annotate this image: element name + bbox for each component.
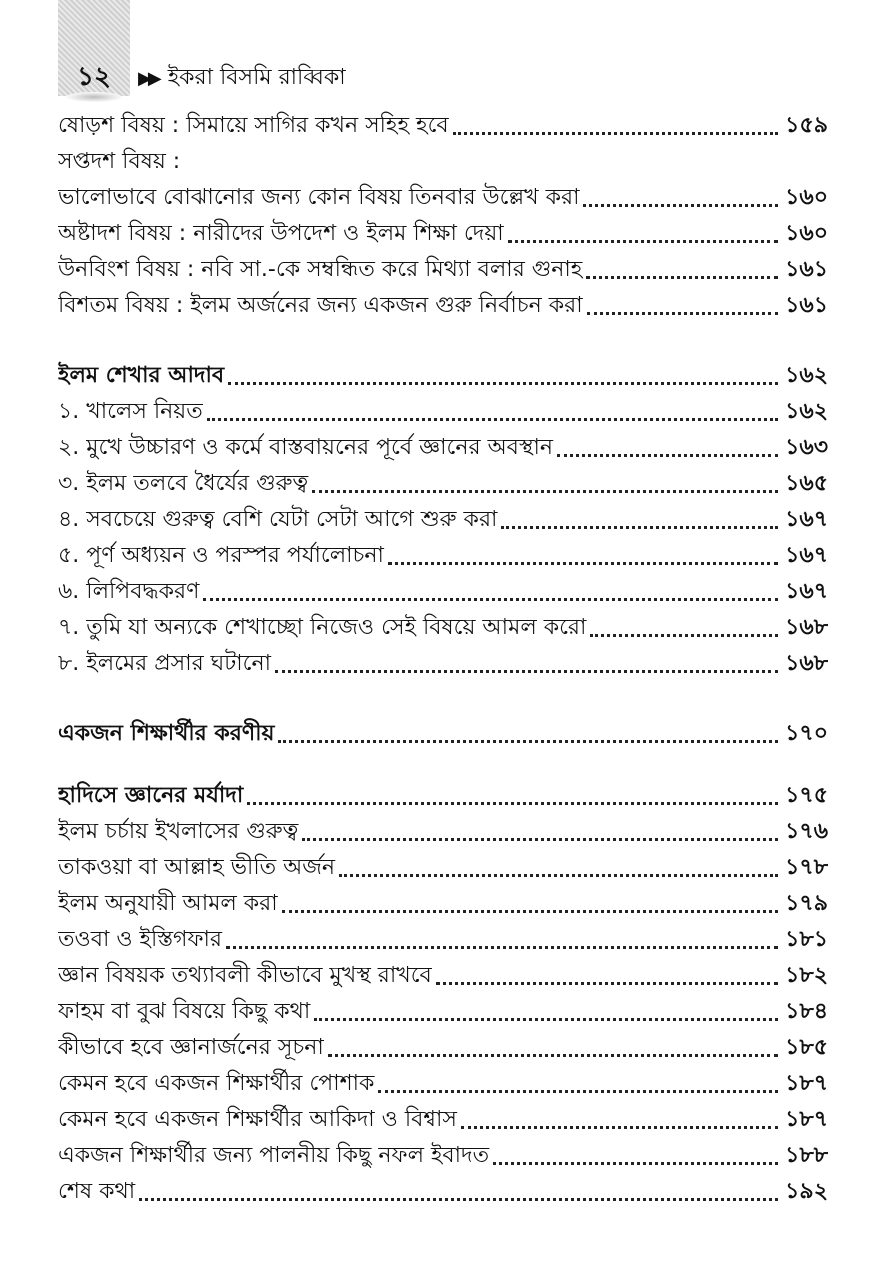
toc-row[interactable] bbox=[58, 144, 828, 180]
dot-leader bbox=[139, 1198, 778, 1201]
toc-row[interactable] bbox=[58, 994, 828, 1030]
dot-leader bbox=[282, 910, 778, 913]
section-spacer bbox=[58, 752, 828, 778]
toc-row[interactable] bbox=[58, 574, 828, 610]
toc-row[interactable] bbox=[58, 394, 828, 430]
toc-entry-label: ইলম অনুযায়ী আমল করা bbox=[58, 891, 278, 916]
toc-entry-label: বিশতম বিষয় : ইলম অর্জনের জন্য একজন গুরু নির্বাচন করা bbox=[58, 293, 583, 318]
toc-entry-label: ২. মুখে উচ্চারণ ও কর্মে বাস্তবায়নের পূর্বে জ্ঞানের অবস্থান bbox=[58, 435, 553, 460]
toc-entry-label: ফাহম বা বুঝ বিষয়ে কিছু কথা bbox=[58, 999, 311, 1024]
toc-entry-label: সপ্তদশ বিষয় : bbox=[58, 149, 181, 174]
toc-row[interactable] bbox=[58, 922, 828, 958]
toc-row[interactable] bbox=[58, 814, 828, 850]
toc-row[interactable] bbox=[58, 778, 828, 814]
toc-entry-page: ১৮৪ bbox=[785, 999, 828, 1024]
toc-entry-label: অষ্টাদশ বিষয় : নারীদের উপদেশ ও ইলম শিক্ষা দেয়া bbox=[58, 221, 504, 246]
toc-entry-page: ১৬৫ bbox=[785, 471, 828, 496]
toc-entry-page: ১৬৮ bbox=[785, 615, 828, 640]
toc-row[interactable] bbox=[58, 1102, 828, 1138]
toc-entry-page: ১৮২ bbox=[785, 963, 828, 988]
toc-entry-label: জ্ঞান বিষয়ক তথ্যাবলী কীভাবে মুখস্থ রাখবে bbox=[58, 963, 432, 988]
toc-entry-page: ১৬২ bbox=[785, 363, 828, 388]
toc-entry-label: ভালোভাবে বোঝানোর জন্য কোন বিষয় তিনবার উল্লেখ করা bbox=[58, 185, 580, 210]
toc-entry-label: কীভাবে হবে জ্ঞানার্জনের সূচনা bbox=[58, 1035, 324, 1060]
toc-entry-page: ১৬৭ bbox=[785, 543, 828, 568]
toc-entry-page: ১৯২ bbox=[785, 1179, 828, 1204]
dot-leader bbox=[508, 240, 778, 243]
dot-leader bbox=[302, 838, 778, 841]
toc-row[interactable] bbox=[58, 502, 828, 538]
dot-leader bbox=[203, 598, 778, 601]
toc-row[interactable] bbox=[58, 646, 828, 682]
toc-entry-label: কেমন হবে একজন শিক্ষার্থীর আকিদা ও বিশ্বাস bbox=[58, 1107, 457, 1132]
toc-section-heading: ইলম শেখার আদাব bbox=[58, 363, 225, 388]
toc-entry-label: উনবিংশ বিষয় : নবি সা.-কে সম্বন্ধিত করে মিথ্যা বলার গুনাহ bbox=[58, 257, 583, 282]
toc-row[interactable] bbox=[58, 958, 828, 994]
toc-entry-page: ১৬৭ bbox=[785, 579, 828, 604]
toc-entry-label: ৮. ইলমের প্রসার ঘটানো bbox=[58, 651, 271, 676]
toc-entry-page: ১৮৭ bbox=[785, 1071, 828, 1096]
dot-leader bbox=[590, 634, 778, 637]
dot-leader bbox=[339, 874, 778, 877]
toc-row[interactable] bbox=[58, 288, 828, 324]
toc-entry-page: ১৭৬ bbox=[785, 819, 828, 844]
dot-leader bbox=[557, 454, 778, 457]
toc-entry-label: ৩. ইলম তলবে ধৈর্যের গুরুত্ব bbox=[58, 471, 309, 496]
toc-row[interactable] bbox=[58, 1030, 828, 1066]
toc-entry-page: ১৫৯ bbox=[785, 113, 828, 138]
toc-entry-label: ৬. লিপিবদ্ধকরণ bbox=[58, 579, 200, 604]
toc-entry-page: ১৬৩ bbox=[785, 435, 828, 460]
toc-entry-page: ১৬০ bbox=[785, 221, 828, 246]
toc-row[interactable] bbox=[58, 430, 828, 466]
toc-row[interactable] bbox=[58, 180, 828, 216]
toc-entry-page: ১৮৭ bbox=[785, 1107, 828, 1132]
toc-entry-label: ইলম চর্চায় ইখলাসের গুরুত্ব bbox=[58, 819, 299, 844]
dot-leader bbox=[228, 382, 778, 385]
toc-entry-page: ১৬১ bbox=[785, 257, 828, 282]
toc-entry-page: ১৮৮ bbox=[785, 1143, 828, 1168]
section-spacer bbox=[58, 324, 828, 358]
dot-leader bbox=[461, 1126, 778, 1129]
toc-entry-page: ১৭৮ bbox=[785, 855, 828, 880]
toc-entry-label: ৭. তুমি যা অন্যকে শেখাচ্ছো নিজেও সেই বিষয়ে আমল করো bbox=[58, 615, 587, 640]
dot-leader bbox=[587, 312, 778, 315]
toc-entry-label: ১. খালেস নিয়ত bbox=[58, 399, 203, 424]
toc-entry-page: ১৬২ bbox=[785, 399, 828, 424]
toc-entry-page: ১৭৯ bbox=[785, 891, 828, 916]
toc-row[interactable] bbox=[58, 1138, 828, 1174]
dot-leader bbox=[583, 204, 778, 207]
toc-row[interactable] bbox=[58, 610, 828, 646]
toc-entry-label: তাকওয়া বা আল্লাহ ভীতি অর্জন bbox=[58, 855, 336, 880]
toc-row[interactable] bbox=[58, 716, 828, 752]
toc-entry-label: একজন শিক্ষার্থীর জন্য পালনীয় কিছু নফল ইবাদত bbox=[58, 1143, 490, 1168]
toc-entry-label: শেষ কথা bbox=[58, 1179, 136, 1204]
dot-leader bbox=[378, 1090, 778, 1093]
toc-section-heading: একজন শিক্ষার্থীর করণীয় bbox=[58, 721, 275, 746]
toc-row[interactable] bbox=[58, 886, 828, 922]
toc-entry-page: ১৬১ bbox=[785, 293, 828, 318]
toc-row[interactable] bbox=[58, 252, 828, 288]
dot-leader bbox=[207, 418, 778, 421]
toc-row[interactable] bbox=[58, 538, 828, 574]
dot-leader bbox=[501, 526, 778, 529]
toc-entry-page: ১৬৮ bbox=[785, 651, 828, 676]
toc-row[interactable] bbox=[58, 358, 828, 394]
dot-leader bbox=[226, 946, 778, 949]
toc-entry-page: ১৬০ bbox=[785, 185, 828, 210]
toc-entry-label: তওবা ও ইস্তিগফার bbox=[58, 927, 223, 952]
dot-leader bbox=[388, 562, 778, 565]
dot-leader bbox=[278, 740, 778, 743]
dot-leader bbox=[586, 276, 778, 279]
book-title: ইকরা বিসমি রাব্বিকা bbox=[167, 65, 346, 90]
dot-leader bbox=[275, 670, 778, 673]
page-number: ১২ bbox=[77, 62, 111, 92]
double-arrow-icon: ▶▶ bbox=[138, 68, 158, 89]
dot-leader bbox=[314, 1018, 778, 1021]
table-of-contents bbox=[58, 108, 828, 1210]
toc-entry-label: ৫. পূর্ণ অধ্যয়ন ও পরস্পর পর্যালোচনা bbox=[58, 543, 384, 568]
toc-entry-page: ১৭০ bbox=[785, 721, 828, 746]
toc-entry-page: ১৮১ bbox=[785, 927, 828, 952]
toc-row[interactable] bbox=[58, 1174, 828, 1210]
dot-leader bbox=[328, 1054, 778, 1057]
toc-entry-label: কেমন হবে একজন শিক্ষার্থীর পোশাক bbox=[58, 1071, 375, 1096]
toc-row[interactable] bbox=[58, 466, 828, 502]
toc-section-heading: হাদিসে জ্ঞানের মর্যাদা bbox=[58, 783, 244, 808]
dot-leader bbox=[436, 982, 778, 985]
running-head bbox=[138, 60, 346, 97]
dot-leader bbox=[453, 132, 778, 135]
toc-row[interactable] bbox=[58, 1066, 828, 1102]
dot-leader bbox=[247, 802, 778, 805]
toc-row[interactable] bbox=[58, 108, 828, 144]
section-spacer bbox=[58, 682, 828, 716]
toc-entry-page: ১৮৫ bbox=[785, 1035, 828, 1060]
dot-leader bbox=[312, 490, 778, 493]
toc-row[interactable] bbox=[58, 216, 828, 252]
toc-entry-page: ১৬৭ bbox=[785, 507, 828, 532]
toc-entry-label: ষোড়শ বিষয় : সিমায়ে সাগির কখন সহিহ হবে bbox=[58, 113, 449, 138]
toc-row[interactable] bbox=[58, 850, 828, 886]
toc-entry-label: ৪. সবচেয়ে গুরুত্ব বেশি যেটা সেটা আগে শুরু করা bbox=[58, 507, 498, 532]
toc-entry-page: ১৭৫ bbox=[785, 783, 828, 808]
dot-leader bbox=[493, 1162, 778, 1165]
